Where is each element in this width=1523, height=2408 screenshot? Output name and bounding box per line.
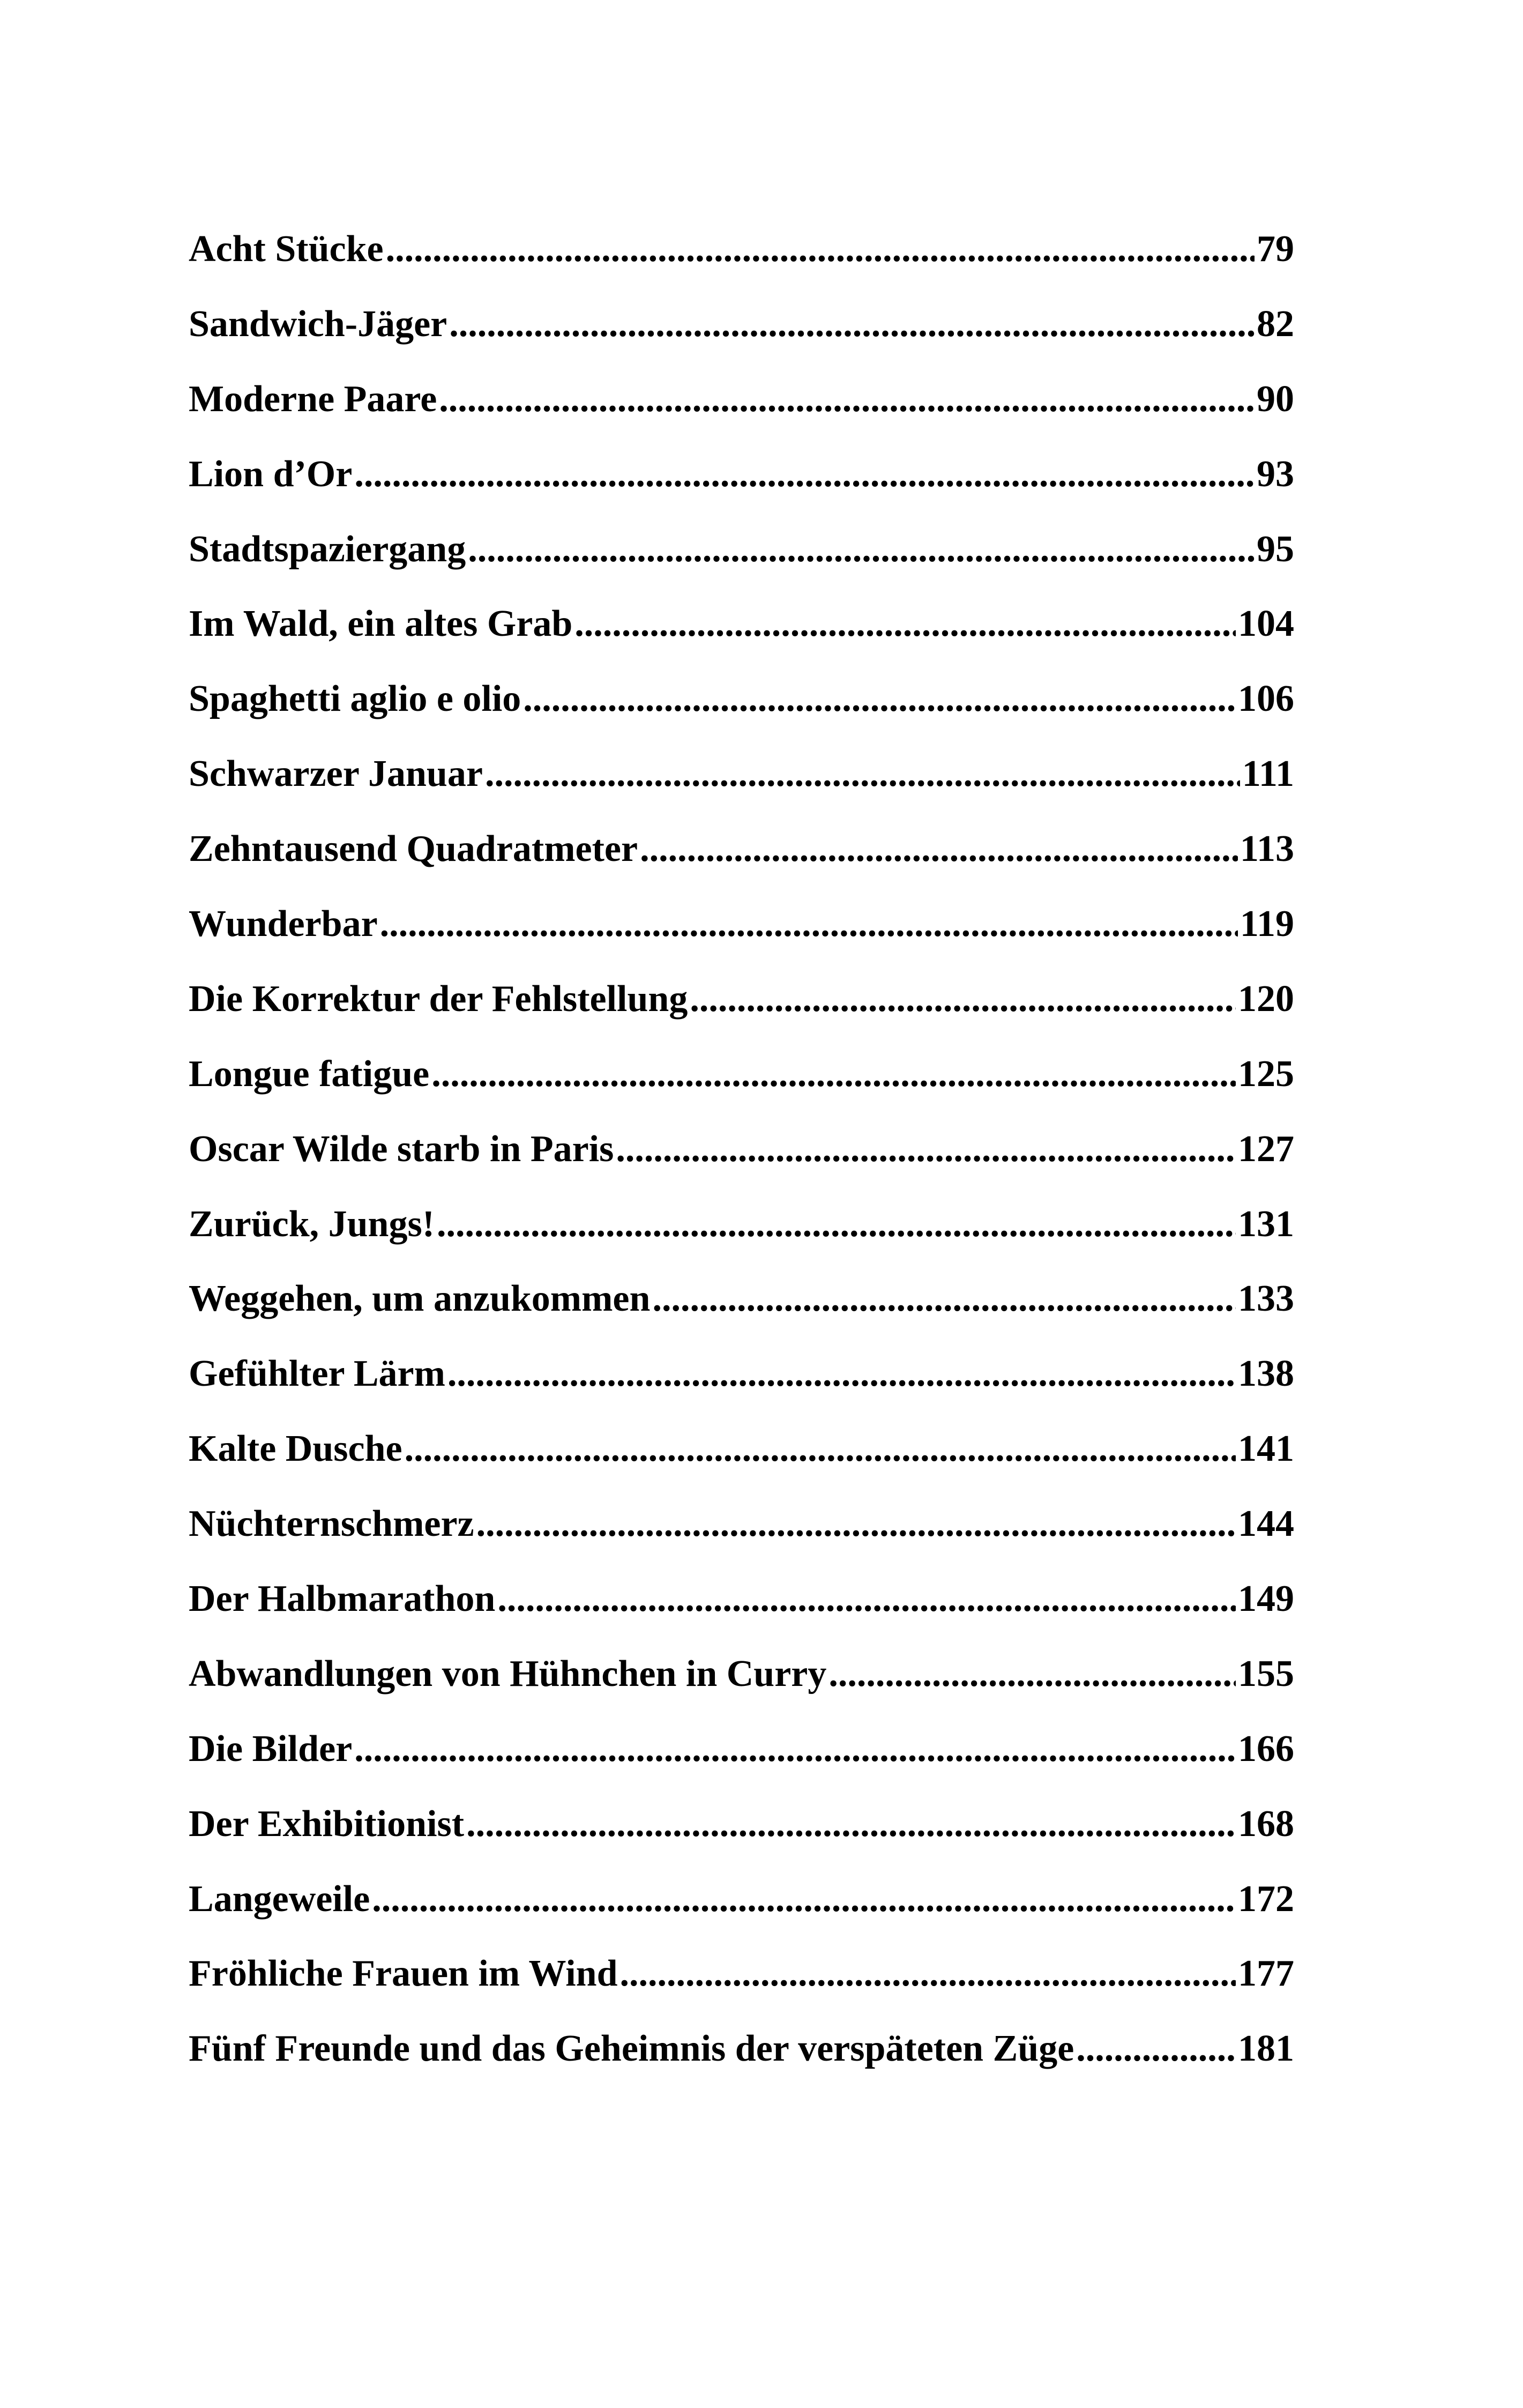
toc-dot-leader: [523, 680, 1236, 718]
toc-entry: [189, 2030, 1294, 2105]
toc-entry-title: Gefühlter Lärm: [189, 1353, 445, 1395]
toc-entry-title: Nüchternschmerz: [189, 1503, 474, 1545]
toc-dot-leader: [380, 905, 1238, 943]
toc-entry-page: 104: [1238, 603, 1294, 645]
toc-entry: [189, 1430, 1294, 1505]
toc-entry: [189, 1805, 1294, 1881]
toc-dot-leader: [447, 1355, 1236, 1393]
toc-dot-leader: [354, 1730, 1236, 1768]
toc-entry-title: Langeweile: [189, 1878, 370, 1920]
toc-entry-title: Die Korrektur der Fehlstellung: [189, 978, 688, 1020]
toc-entry-page: 106: [1238, 678, 1294, 720]
toc-entry: [189, 1280, 1294, 1355]
toc-entry-title: Spaghetti aglio e olio: [189, 678, 521, 720]
toc-entry-title: Acht Stücke: [189, 228, 384, 270]
toc-entry-page: 82: [1257, 303, 1294, 345]
toc-entry-title: Zurück, Jungs!: [189, 1203, 435, 1245]
toc-dot-leader: [485, 755, 1240, 793]
toc-entry: [189, 1053, 1294, 1131]
toc-entry: [189, 1955, 1294, 2030]
toc-dot-leader: [449, 306, 1255, 343]
toc-dot-leader: [354, 456, 1255, 493]
toc-entry-page: 125: [1238, 1053, 1294, 1095]
toc-entry-title: Lion d’Or: [189, 453, 353, 495]
toc-dot-leader: [574, 605, 1236, 643]
table-of-contents: [189, 228, 1294, 2105]
toc-entry: [189, 378, 1294, 456]
toc-entry-page: 131: [1238, 1203, 1294, 1245]
toc-entry: [189, 1655, 1294, 1730]
toc-entry-title: Stadtspaziergang: [189, 528, 466, 570]
toc-entry-page: 166: [1238, 1728, 1294, 1770]
toc-entry-title: Fröhliche Frauen im Wind: [189, 1953, 618, 1995]
toc-entry: [189, 605, 1294, 680]
toc-entry-page: 133: [1238, 1278, 1294, 1320]
toc-entry-title: Sandwich-Jäger: [189, 303, 447, 345]
toc-dot-leader: [1076, 2030, 1236, 2068]
toc-entry-title: Im Wald, ein altes Grab: [189, 603, 573, 645]
toc-entry-title: Weggehen, um anzukommen: [189, 1278, 651, 1320]
toc-entry-page: 181: [1238, 2028, 1294, 2070]
toc-entry: [189, 228, 1294, 306]
toc-dot-leader: [405, 1430, 1236, 1468]
toc-entry-page: 120: [1238, 978, 1294, 1020]
toc-entry: [189, 905, 1294, 980]
toc-entry-page: 172: [1238, 1878, 1294, 1920]
toc-dot-leader: [439, 381, 1255, 418]
toc-dot-leader: [476, 1505, 1236, 1543]
toc-entry: [189, 755, 1294, 830]
toc-dot-leader: [497, 1580, 1236, 1618]
toc-dot-leader: [372, 1881, 1236, 1918]
toc-entry-title: Kalte Dusche: [189, 1428, 402, 1470]
toc-entry-title: Wunderbar: [189, 903, 378, 945]
toc-entry-page: 144: [1238, 1503, 1294, 1545]
toc-entry-title: Der Exhibitionist: [189, 1803, 465, 1845]
toc-dot-leader: [466, 1805, 1236, 1843]
toc-entry-title: Longue fatigue: [189, 1053, 430, 1095]
toc-entry-title: Zehntausend Quadratmeter: [189, 828, 638, 870]
toc-dot-leader: [616, 1131, 1236, 1168]
toc-dot-leader: [640, 830, 1238, 868]
toc-dot-leader: [386, 231, 1255, 268]
toc-dot-leader: [431, 1056, 1236, 1093]
toc-dot-leader: [468, 531, 1255, 568]
toc-dot-leader: [690, 980, 1236, 1018]
toc-entry-page: 168: [1238, 1803, 1294, 1845]
toc-entry-page: 149: [1238, 1578, 1294, 1620]
toc-dot-leader: [828, 1655, 1236, 1693]
toc-entry: [189, 303, 1294, 381]
toc-entry-page: 93: [1257, 453, 1294, 495]
toc-entry: [189, 528, 1294, 606]
toc-entry-page: 111: [1242, 753, 1294, 795]
toc-entry-page: 113: [1240, 828, 1294, 870]
toc-dot-leader: [620, 1955, 1236, 1993]
toc-entry-page: 138: [1238, 1353, 1294, 1395]
toc-entry-title: Schwarzer Januar: [189, 753, 483, 795]
toc-entry: [189, 1203, 1294, 1281]
toc-entry-title: Fünf Freunde und das Geheimnis der verspäteten Züge: [189, 2028, 1074, 2070]
toc-entry: [189, 830, 1294, 905]
toc-entry: [189, 1878, 1294, 1956]
toc-entry-page: 79: [1257, 228, 1294, 270]
toc-entry-title: Moderne Paare: [189, 378, 437, 420]
toc-dot-leader: [652, 1280, 1236, 1318]
toc-entry: [189, 1355, 1294, 1430]
toc-entry: [189, 453, 1294, 531]
toc-entry: [189, 680, 1294, 755]
toc-entry-page: 155: [1238, 1653, 1294, 1694]
toc-entry-page: 177: [1238, 1953, 1294, 1995]
toc-entry-title: Die Bilder: [189, 1728, 353, 1770]
toc-entry-page: 119: [1240, 903, 1294, 945]
toc-entry: [189, 1128, 1294, 1206]
toc-entry-title: Abwandlungen von Hühnchen in Curry: [189, 1653, 827, 1694]
toc-entry-page: 127: [1238, 1128, 1294, 1170]
toc-entry-title: Oscar Wilde starb in Paris: [189, 1128, 614, 1170]
toc-entry: [189, 980, 1294, 1056]
toc-entry: [189, 1730, 1294, 1805]
toc-entry-page: 95: [1257, 528, 1294, 570]
toc-dot-leader: [437, 1206, 1236, 1243]
toc-entry-page: 90: [1257, 378, 1294, 420]
toc-entry-title: Der Halbmarathon: [189, 1578, 496, 1620]
toc-entry-page: 141: [1238, 1428, 1294, 1470]
toc-entry: [189, 1505, 1294, 1580]
toc-entry: [189, 1580, 1294, 1655]
